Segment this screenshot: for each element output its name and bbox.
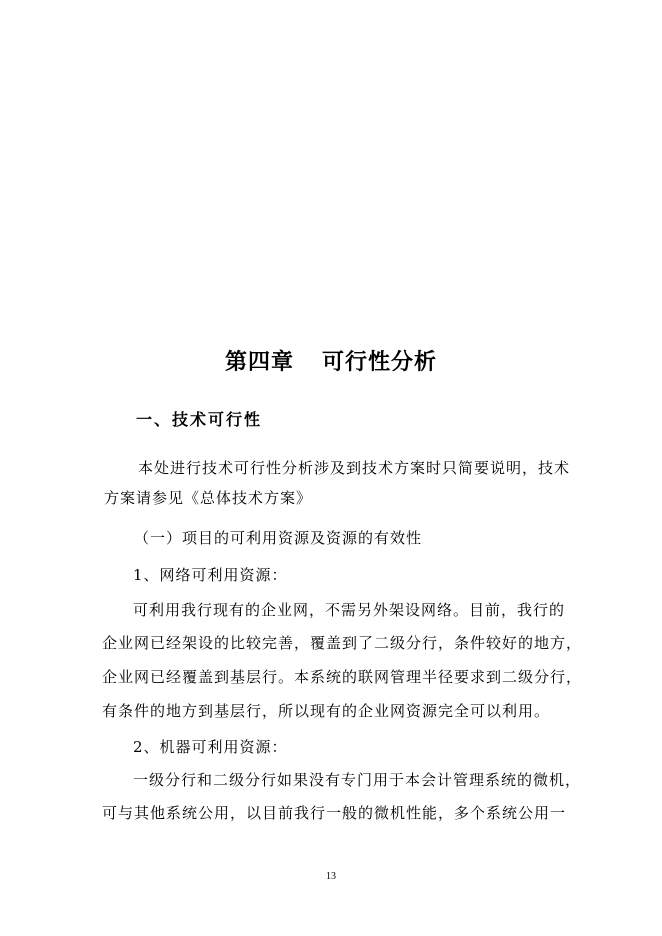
page-number: 13 <box>326 871 336 882</box>
chapter-title <box>0 346 662 380</box>
section-heading: 一、技术可行性 <box>136 410 263 429</box>
chapter-number: 第四章 <box>224 350 294 375</box>
item-1-heading: 1、网络可利用资源： <box>133 566 288 584</box>
subsection-heading: （一）项目的可利用资源及资源的有效性 <box>134 529 423 547</box>
item-2-line-2: 可与其他系统公用，以目前我行一般的微机性能，多个系统公用一 <box>102 804 567 822</box>
item-2-line-1: 一级分行和二级分行如果没有专门用于本会计管理系统的微机， <box>133 771 582 789</box>
chapter-title-text: 可行性分析 <box>322 350 438 375</box>
item-1-line-2: 企业网已经架设的比较完善，覆盖到了二级分行，条件较好的地方， <box>102 634 583 652</box>
paragraph-intro-line-1: 本处进行技术可行性分析涉及到技术方案时只简要说明，技术 <box>138 459 571 477</box>
item-1-line-4: 有条件的地方到基层行，所以现有的企业网资源完全可以利用。 <box>102 702 551 720</box>
item-1-line-3: 企业网已经覆盖到基层行。本系统的联网管理半径要求到二级分行， <box>102 668 583 686</box>
item-1-line-1: 可利用我行现有的企业网，不需另外架设网络。目前，我行的 <box>133 601 566 619</box>
item-2-heading: 2、机器可利用资源： <box>133 738 288 756</box>
paragraph-intro-line-2: 方案请参见《总体技术方案》 <box>104 489 313 507</box>
